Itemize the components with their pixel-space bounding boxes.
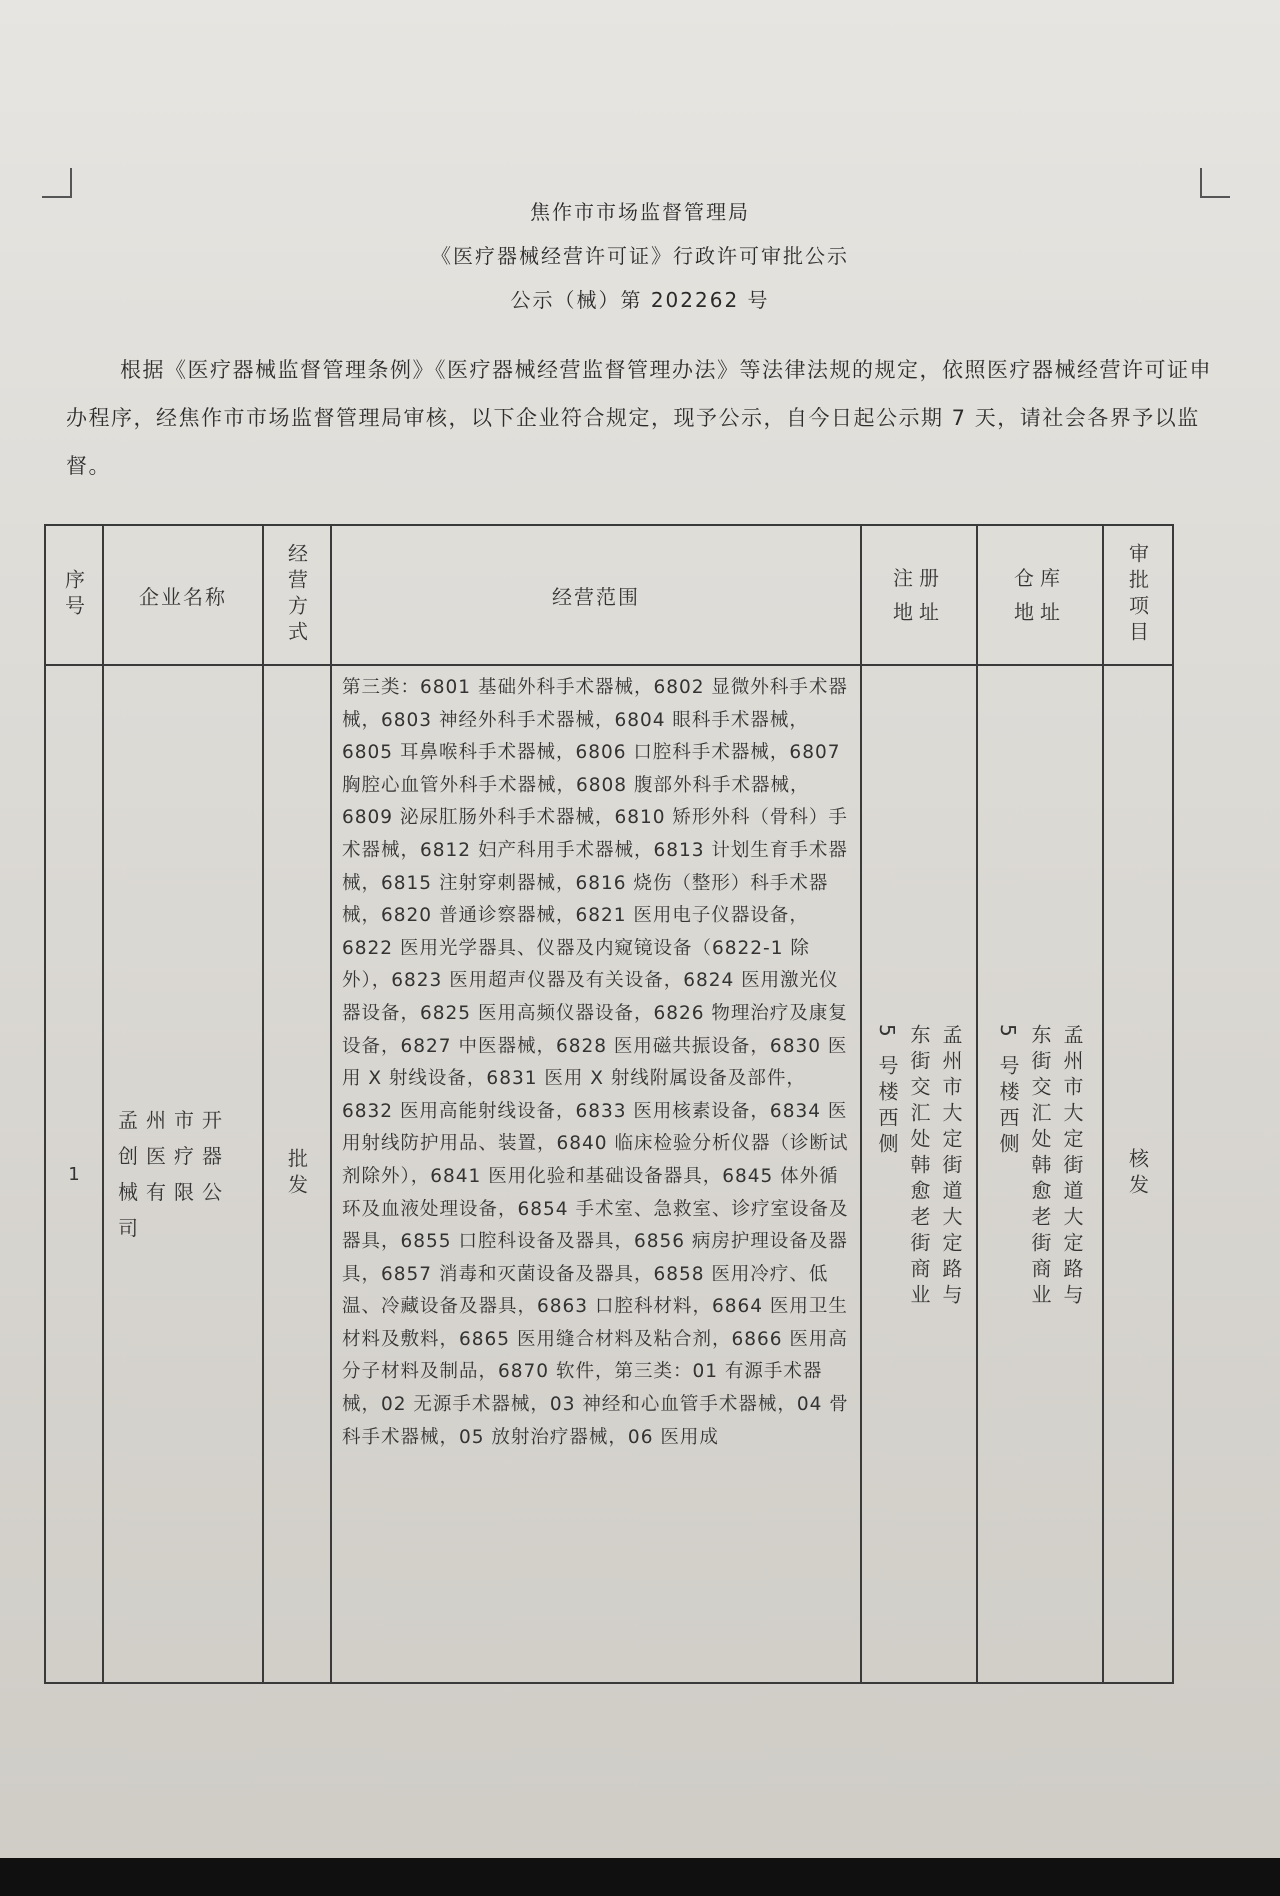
row-mode: 批发 [263, 665, 331, 1683]
row-scope-text: 第三类：6801 基础外科手术器械，6802 显微外科手术器械，6803 神经外科手术器械，6804 眼科手术器械，6805 耳鼻喉科手术器械，6806 口腔科手术器械，6807 胸腔心血管外科手术器械，6808 腹部外科手术器械，6809 泌尿肛肠外科手术器械，6810 矫形外科（骨科）手术器械，6812 妇产科用手术器械，6813 计划生育手术器械，6815 注射穿刺器械，6816 烧伤（整形）科手术器械，6820 普通诊察器械，6821 医用电子仪器设备，6822 医用光学器具、仪器及内窥镜设备（6822-1 除外），6823 医用超声仪器及有关设备，6824 医用激光仪器设备，6825 医用高频仪器设备，6826 物理治疗及康复设备，6827 中医器械，6828 医用磁共振设备，6830 医用 X 射线设备，6831 医用 X 射线附属设备及部件，6832 医用高能射线设备，6833 医用核素设备，6834 医用射线防护用品、装置，6840 临床检验分析仪器（诊断试剂除外），6841 医用化验和基础设备器具，6845 体外循环及血液处理设备，6854 手术室、急救室、诊疗室设备及器具，6855 口腔科设备及器具，6856 病房护理设备及器具，6857 消毒和灭菌设备及器具，6858 医用冷疗、低温、冷藏设备及器具，6863 口腔科材料，6864 医用卫生材料及敷料，6865 医用缝合材料及粘合剂，6866 医用高分子材料及制品，6870 软件，第三类：01 有源手术器械，02 无源手术器械，03 神经和心血管手术器械，04 骨科手术器械，05 放射治疗器械，06 医用成 [342, 677, 849, 1448]
row-seq: 1 [45, 665, 103, 1683]
document-title: 《医疗器械经营许可证》行政许可审批公示 [431, 244, 849, 268]
row-warehouse-addr: 孟州市大定街道大定路与东街交汇处韩愈老街商业 5 号楼西侧 [977, 665, 1103, 1683]
row-reg-addr: 孟州市大定街道大定路与东街交汇处韩愈老街商业 5 号楼西侧 [861, 665, 977, 1683]
header-reg-addr: 注册地址 [861, 525, 977, 665]
row-company: 孟州市开创医疗器械有限公司 [103, 665, 263, 1683]
document-header [0, 190, 1280, 322]
document-number: 公示（械）第 202262 号 [510, 288, 770, 312]
agency-name: 焦作市市场监督管理局 [530, 200, 750, 224]
table-row [45, 665, 1173, 1683]
row-item: 核发 [1103, 665, 1173, 1683]
monitor-bezel [0, 1858, 1280, 1896]
header-warehouse-addr: 仓库地址 [977, 525, 1103, 665]
table-header-row [45, 525, 1173, 665]
row-scope [331, 665, 861, 1683]
header-scope: 经营范围 [331, 525, 861, 665]
header-mode: 经营方式 [263, 525, 331, 665]
header-item: 审批项目 [1103, 525, 1173, 665]
header-seq: 序号 [45, 525, 103, 665]
approval-table [44, 524, 1174, 1684]
header-company: 企业名称 [103, 525, 263, 665]
intro-paragraph: 根据《医疗器械监督管理条例》《医疗器械经营监督管理办法》等法律法规的规定，依照医疗器械经营许可证申办程序，经焦作市市场监督管理局审核，以下企业符合规定，现予公示，自今日起公示期 7 天，请社会各界予以监督。 [66, 358, 1212, 478]
